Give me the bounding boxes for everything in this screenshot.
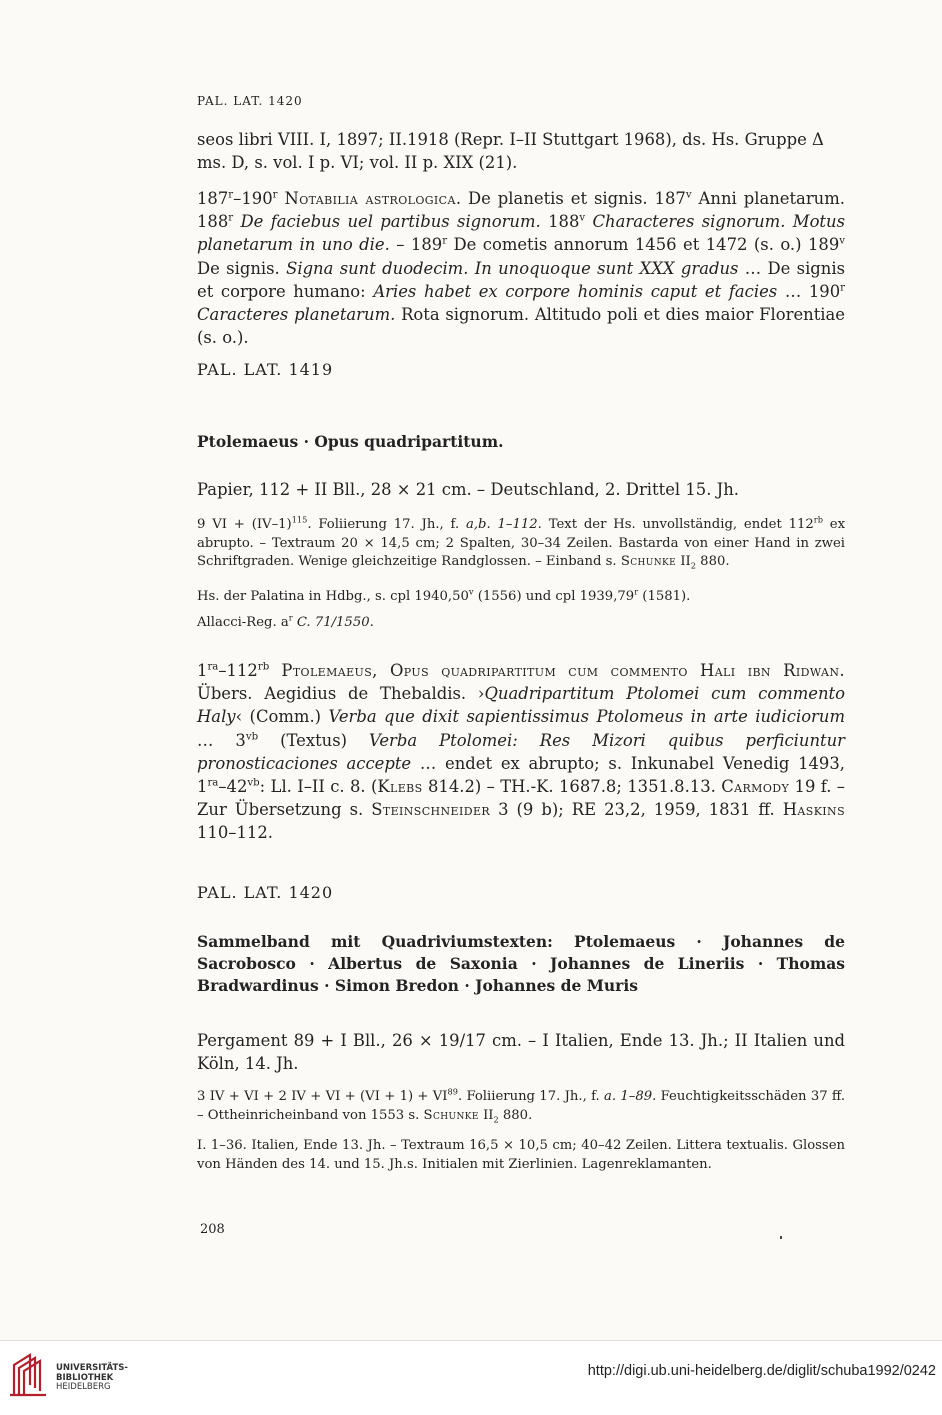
running-head: PAL. LAT. 1420 (197, 94, 303, 108)
signature-1420: PAL. LAT. 1420 (197, 883, 334, 902)
allacci-1419: Allacci-Reg. $a^r$ C. 71/1550. (197, 612, 374, 630)
university-library-logo-icon (8, 1351, 50, 1401)
provenance-1419: Hs. der Palatina in Hdbg., s. cpl 1940,50$^v$ (1556) und cpl 1939,79$^r$ (1581). (197, 586, 691, 604)
intro-paragraph (197, 128, 845, 174)
part1-1420: I. 1–36. Italien, Ende 13. Jh. – Textraum 16,5 × 10,5 cm; 40–42 Zeilen. Littera textualis. Glossen von Händen des 14. und 15. Jh.s. Initialen mit Zierlinien. Lagenreklamanten. (197, 1138, 845, 1172)
title-1419: Ptolemaeus · Opus quadripartitum. (197, 432, 504, 451)
intro-line-2: ms. D, s. vol. I p. VI; vol. II p. XIX (21). (197, 153, 518, 173)
viewer-footer (0, 1340, 942, 1415)
entry-notabilia: 187$^r$–190$^r$ Notabilia astrologica. De planetis et signis. 187$^v$ Anni planetarum. 188$^r$ De faciebus uel partibus signorum. 188$^v$ Characteres signorum. Motus planetarum in uno die. – 189$^r$ De cometis annorum 1456 et 1472 (s. o.) 189$^v$ De signis. Signa sunt duodecim. In unoquoque sunt XXX gradus … De signis et corpore humano: Aries habet ex corpore hominis caput et facies … 190$^r$ Caracteres planetarum. Rota signorum. Altitudo poli et dies maior Florentiae (s. o.). (197, 189, 846, 348)
scan-speck (780, 1236, 782, 1239)
collation-1420: 3 IV + VI + 2 IV + VI + $(VI + 1) + VI^{89}$. Foliierung 17. Jh., f. a. 1–89. Feuchtigkeitsschäden 37 ff. – Ottheinricheinband von 1553 s. Schunke $II_2$ 880. (197, 1086, 846, 1125)
library-name: UNIVERSITÄTS- BIBLIOTHEK HEIDELBERG (56, 1363, 128, 1392)
collation-1419: 9 VI + $(IV-1)^{115}$. Foliierung 17. Jh., f. a,b. 1–112. Text der Hs. unvollständig, endet $112^{rb}$ ex abrupto. – Textraum 20 × 14,5 cm; 2 Spalten, 30–34 Zeilen. Bastarda von einer Hand in zwei Schriftgraden. Wenige gleichzeitige Randglossen. – Einband s. Schunke $II_2$ 880. (197, 514, 846, 571)
contents-1419: $1^{ra}-112^{rb}$ Ptolemaeus, Opus quadripartitum cum commento Hali ibn Ridwan. Übers. Aegidius de Thebaldis. ›Quadripartitum Ptolomei cum commento Haly‹ (Comm.) Verba que dixit sapientissimus Ptolomeus in arte iudiciorum … $3^{vb}$ (Textus) Verba Ptolomei: Res Mizori quibus perficiuntur pronosticaciones accepte … endet ex abrupto; s. Inkunabel Venedig 1493, $1^{ra}-42^{vb}$: Ll. I–II c. 8. (Klebs 814.2) – TH.-K. 1687.8; 1351.8.13. Carmody 19 f. – Zur Übersetzung s. Steinschneider 3 (9 b); RE 23,2, 1959, 1831 ff. Haskins 110–112. (197, 661, 846, 843)
page-number: 208 (200, 1222, 225, 1237)
physical-1420: Pergament 89 + I Bll., 26 × 19/17 cm. – I Italien, Ende 13. Jh.; II Italien und Köln, 14. Jh. (197, 1031, 845, 1074)
title-1420: Sammelband mit Quadriviumstexten: Ptolemaeus · Johannes de Sacrobosco · Albertus de Saxonia · Johannes de Lineriis · Thomas Bradwardinus · Simon Bredon · Johannes de Muris (197, 932, 845, 995)
permalink-url[interactable]: http://digi.ub.uni-heidelberg.de/diglit/schuba1992/0242 (587, 1363, 936, 1379)
intro-line-1: seos libri VIII. I, 1897; II.1918 (Repr. I–II Stuttgart 1968), ds. Hs. Gruppe Δ (197, 130, 824, 149)
signature-1419: PAL. LAT. 1419 (197, 360, 334, 379)
physical-1419: Papier, 112 + II Bll., 28 × 21 cm. – Deutschland, 2. Drittel 15. Jh. (197, 480, 739, 499)
